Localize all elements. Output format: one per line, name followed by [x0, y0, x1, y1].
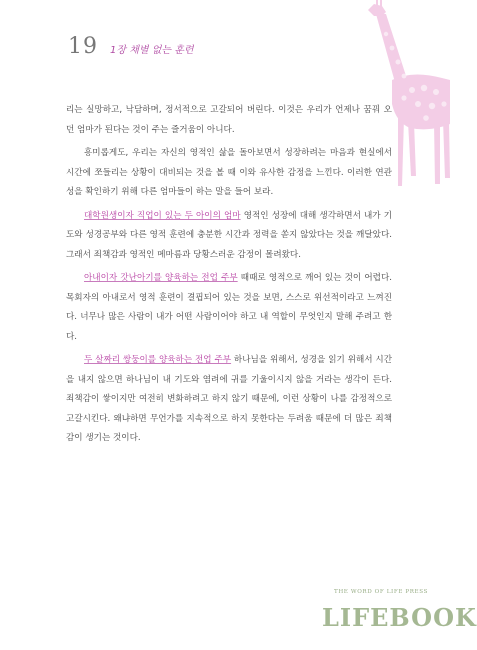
- paragraph-4: [66, 269, 392, 347]
- publisher-logo: [322, 589, 477, 639]
- chapter-title: 1장 채별 없는 훈련: [110, 45, 194, 56]
- quote-speaker-1: 대학원생이자 직업이 있는 두 아이의 엄마: [84, 210, 241, 221]
- quote-speaker-2: 아내이자 갓난아기를 양육하는 전업 주부: [84, 273, 238, 283]
- paragraph-5: [66, 351, 392, 449]
- quote-text-3: 하나님을 위해서, 성경을 읽기 위해서 시간을 내지 않으면 하나님이 내 기도와 염려에 귀를 기울이시지 않을 거라는 생각이 든다. 죄책감이 쌓이지만 여전히 변화하려고 하지 않기 때문에, 이런 상황이 나를 감정적으로 고갈시킨다. 왜냐하면 무언가를 지속적으로 하지 못한다는 두려움 때문에 더 많은 죄책감이 생기는 것이다.: [66, 355, 393, 443]
- logo-name: LIFEBOOK: [322, 603, 477, 632]
- quote-text-1: 영적인 성장에 대해 생각하면서 내가 기도와 성경공부와 다른 영적 훈련에 충분한 시간과 정력을 쏟지 않았다는 것을 깨달았다. 그래서 죄책감과 영적인 메마름과 당황스러운 감정이 몰려왔다.: [66, 210, 392, 260]
- page-header: [68, 34, 194, 59]
- paragraph-1: 리는 실망하고, 낙담하며, 정서적으로 고갈되어 버린다. 이것은 우리가 언제나 꿈꿔 오던 엄마가 된다는 것이 주는 즐거움이 아니다.: [66, 105, 392, 135]
- quote-text-2: 때때로 영적으로 깨어 있는 것이 어렵다. 목회자의 아내로서 영적 훈련이 결핍되어 있는 것을 보면, 스스로 위선적이라고 느껴진다. 너무나 많은 사람이 내가 어떤 사람이어야 하고 내 역할이 무엇인지 말해 주려고 한다.: [66, 273, 392, 342]
- body-text: [66, 101, 392, 453]
- paragraph-3: [66, 207, 392, 266]
- paragraph-2: 흥미롭게도, 우리는 자신의 영적인 삶을 돌아보면서 성장하려는 마음과 현실에서 시간에 쪼들리는 상황이 대비되는 것을 볼 때 이와 유사한 감정을 느낀다. 이러한 연관성을 확인하기 위해 다른 엄마들이 하는 말을 들어 보라.: [66, 148, 392, 197]
- page-number: 19: [68, 34, 98, 59]
- quote-speaker-3: 두 살짜리 쌍둥이를 양육하는 전업 주부: [84, 355, 232, 365]
- logo-tagline: THE WORD OF LIFE PRESS: [333, 589, 429, 595]
